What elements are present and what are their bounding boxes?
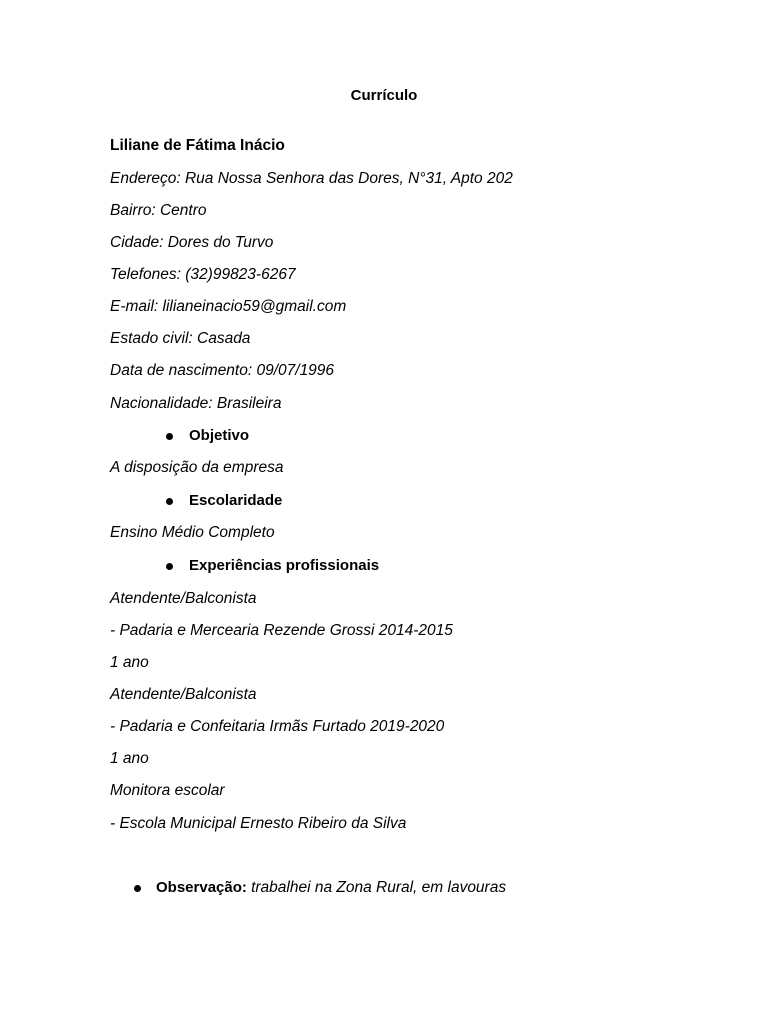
observation-row <box>134 878 506 898</box>
candidate-name: Liliane de Fátima Inácio <box>110 137 285 154</box>
birth-date-line: Data de nascimento: 09/07/1996 <box>110 362 335 379</box>
experience-line: Atendente/Balconista <box>110 686 257 703</box>
observation-label: Observação: <box>156 879 247 896</box>
objective-heading-row <box>166 426 249 446</box>
experience-line: - Padaria e Confeitaria Irmãs Furtado 2019-2020 <box>110 718 445 735</box>
education-heading: Escolaridade <box>189 492 283 509</box>
neighborhood-line: Bairro: Centro <box>110 202 207 219</box>
address-line: Endereço: Rua Nossa Senhora das Dores, N°31, Apto 202 <box>110 170 513 187</box>
experience-line: 1 ano <box>110 750 149 767</box>
objective-text: A disposição da empresa <box>110 459 284 476</box>
experience-line: Monitora escolar <box>110 782 225 799</box>
education-text: Ensino Médio Completo <box>110 524 275 541</box>
bullet-icon <box>134 885 141 892</box>
education-heading-row <box>166 491 282 511</box>
email-line: E-mail: lilianeinacio59@gmail.com <box>110 298 347 315</box>
objective-heading: Objetivo <box>189 427 250 444</box>
bullet-icon <box>166 433 173 440</box>
experience-line: - Escola Municipal Ernesto Ribeiro da Silva <box>110 815 407 832</box>
experience-line: Atendente/Balconista <box>110 590 257 607</box>
bullet-icon <box>166 498 173 505</box>
document-title: Currículo <box>350 87 418 104</box>
city-line: Cidade: Dores do Turvo <box>110 234 274 251</box>
experience-heading-row <box>166 556 379 576</box>
experience-line: 1 ano <box>110 654 149 671</box>
experience-heading: Experiências profissionais <box>189 557 380 574</box>
marital-status-line: Estado civil: Casada <box>110 330 251 347</box>
observation-text: trabalhei na Zona Rural, em lavouras <box>251 879 507 896</box>
phones-line: Telefones: (32)99823-6267 <box>110 266 296 283</box>
experience-line: - Padaria e Mercearia Rezende Grossi 2014-2015 <box>110 622 453 639</box>
bullet-icon <box>166 563 173 570</box>
nationality-line: Nacionalidade: Brasileira <box>110 395 282 412</box>
